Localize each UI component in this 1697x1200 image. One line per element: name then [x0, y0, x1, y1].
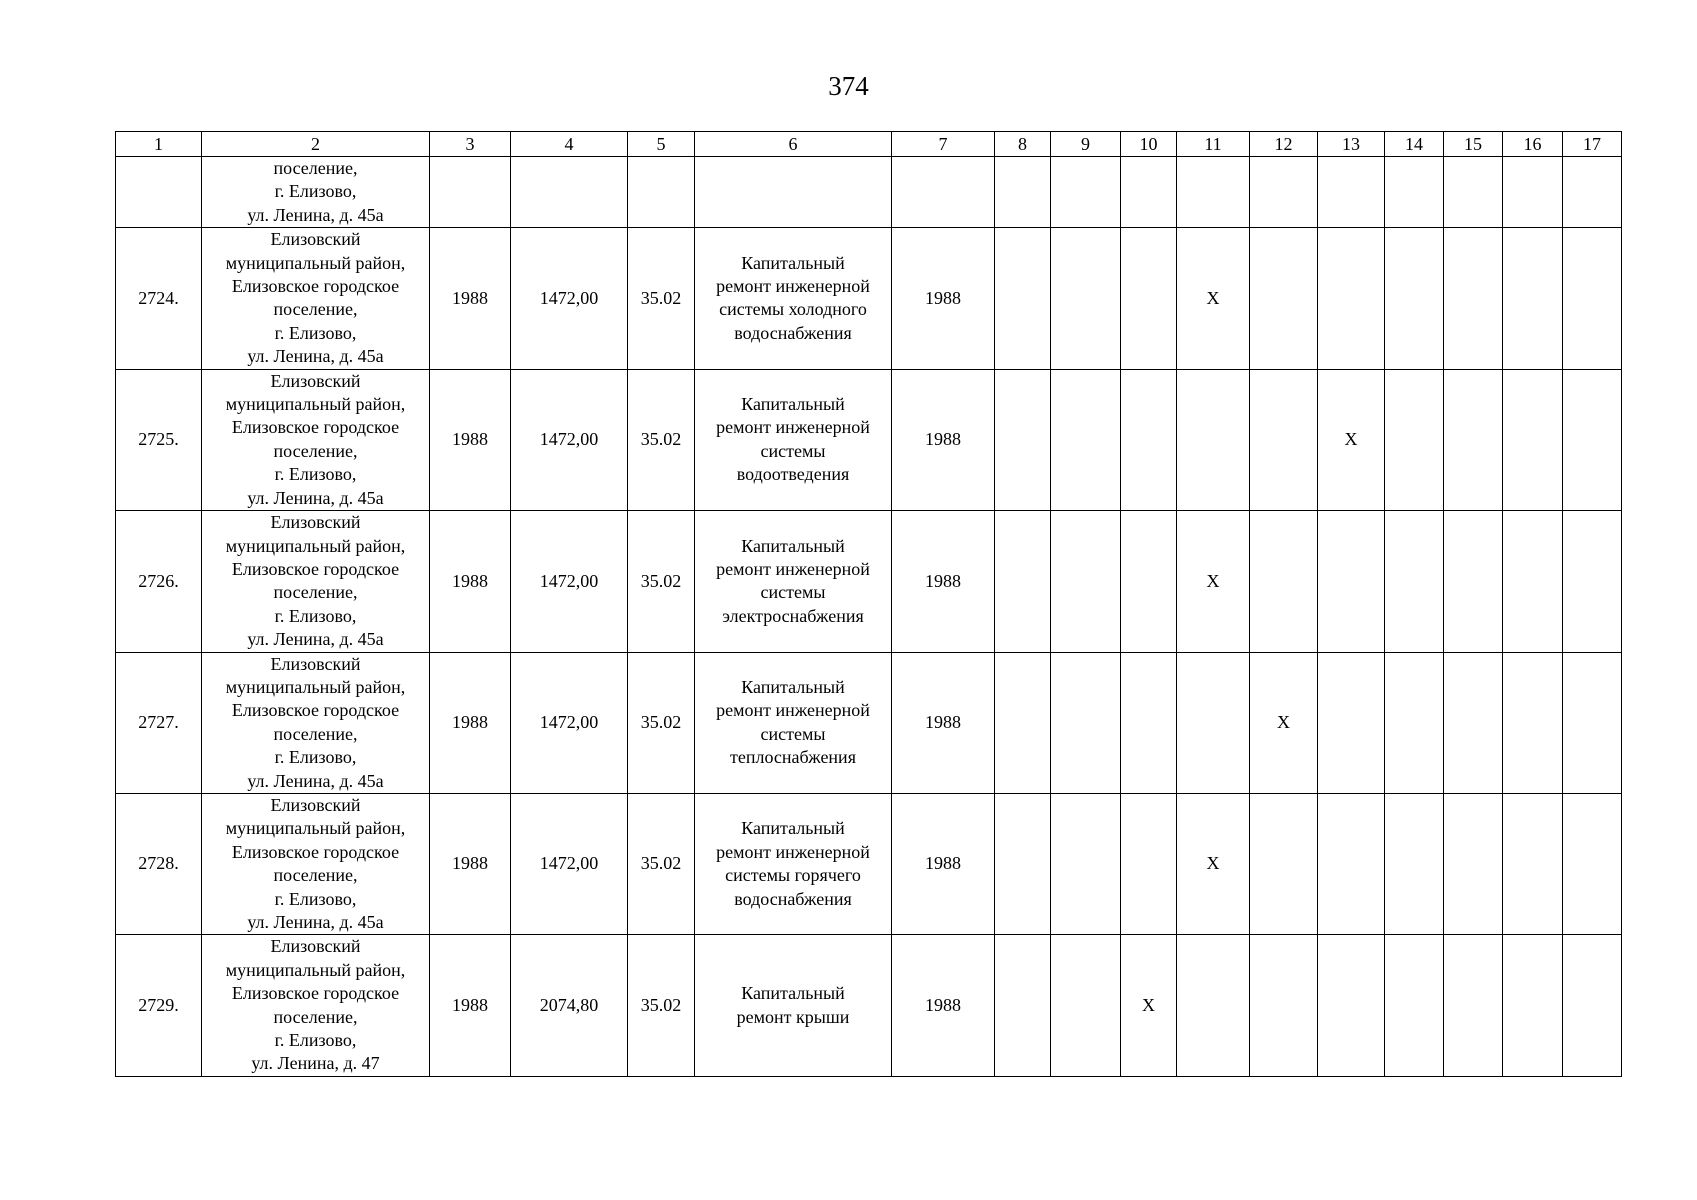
- mark-cell-col-9: [1051, 935, 1121, 1076]
- code-cell: 35.02: [628, 369, 695, 510]
- empty-cell: [1121, 157, 1177, 228]
- mark-cell-col-15: [1444, 652, 1503, 793]
- mark-cell-col-17: [1563, 793, 1622, 934]
- work-type-cell: Капитальный ремонт инженерной системы водоотведения: [695, 369, 892, 510]
- mark-cell-col-8: [995, 369, 1051, 510]
- build-year-cell: 1988: [430, 652, 511, 793]
- mark-cell-col-13: [1318, 793, 1385, 934]
- empty-cell: [1250, 157, 1318, 228]
- table-row: [116, 935, 1622, 1076]
- build-year-cell: 1988: [430, 793, 511, 934]
- address-cell: Елизовский муниципальный район, Елизовское городское поселение, г. Елизово, ул. Ленина, д. 45а: [202, 652, 430, 793]
- area-cell: 2074,80: [511, 935, 628, 1076]
- mark-cell-col-9: [1051, 652, 1121, 793]
- mark-cell-col-13: [1318, 511, 1385, 652]
- mark-cell-col-15: [1444, 511, 1503, 652]
- mark-cell-col-16: [1503, 793, 1563, 934]
- column-number-14: 14: [1385, 132, 1444, 157]
- row-number-cell: 2728.: [116, 793, 202, 934]
- mark-cell-col-15: [1444, 793, 1503, 934]
- area-cell: 1472,00: [511, 652, 628, 793]
- row-number-cell: 2725.: [116, 369, 202, 510]
- mark-cell-col-10: [1121, 228, 1177, 369]
- mark-cell-col-12: [1250, 369, 1318, 510]
- column-number-3: 3: [430, 132, 511, 157]
- mark-cell-col-8: [995, 935, 1051, 1076]
- table-body: [116, 132, 1622, 1077]
- empty-cell: [511, 157, 628, 228]
- address-cell: Елизовский муниципальный район, Елизовское городское поселение, г. Елизово, ул. Ленина, д. 47: [202, 935, 430, 1076]
- mark-cell-col-12: [1250, 228, 1318, 369]
- mark-cell-col-17: [1563, 369, 1622, 510]
- row-number-cell: 2727.: [116, 652, 202, 793]
- column-number-1: 1: [116, 132, 202, 157]
- work-type-cell: Капитальный ремонт инженерной системы теплоснабжения: [695, 652, 892, 793]
- column-number-4: 4: [511, 132, 628, 157]
- mark-cell-col-8: [995, 793, 1051, 934]
- mark-cell-col-8: [995, 511, 1051, 652]
- mark-cell-col-14: [1385, 652, 1444, 793]
- column-number-6: 6: [695, 132, 892, 157]
- work-year-cell: 1988: [892, 228, 995, 369]
- column-number-2: 2: [202, 132, 430, 157]
- work-type-cell: Капитальный ремонт крыши: [695, 935, 892, 1076]
- row-number-cell: 2729.: [116, 935, 202, 1076]
- empty-cell: [695, 157, 892, 228]
- area-cell: 1472,00: [511, 511, 628, 652]
- column-number-15: 15: [1444, 132, 1503, 157]
- mark-cell-col-14: [1385, 793, 1444, 934]
- empty-cell: [1444, 157, 1503, 228]
- mark-cell-col-16: [1503, 652, 1563, 793]
- mark-cell-col-11: X: [1177, 228, 1250, 369]
- empty-cell: [628, 157, 695, 228]
- work-type-cell: Капитальный ремонт инженерной системы горячего водоснабжения: [695, 793, 892, 934]
- empty-cell: [430, 157, 511, 228]
- empty-cell: [1318, 157, 1385, 228]
- code-cell: 35.02: [628, 228, 695, 369]
- column-number-12: 12: [1250, 132, 1318, 157]
- continuation-row: [116, 157, 1622, 228]
- mark-cell-col-11: [1177, 369, 1250, 510]
- empty-cell: [892, 157, 995, 228]
- column-number-8: 8: [995, 132, 1051, 157]
- empty-cell: [1563, 157, 1622, 228]
- mark-cell-col-9: [1051, 511, 1121, 652]
- mark-cell-col-16: [1503, 935, 1563, 1076]
- address-cell: Елизовский муниципальный район, Елизовское городское поселение, г. Елизово, ул. Ленина, д. 45а: [202, 793, 430, 934]
- repair-register-table: [115, 131, 1622, 1077]
- mark-cell-col-13: [1318, 228, 1385, 369]
- mark-cell-col-9: [1051, 793, 1121, 934]
- column-number-13: 13: [1318, 132, 1385, 157]
- table-row: [116, 228, 1622, 369]
- table-row: [116, 369, 1622, 510]
- mark-cell-col-15: [1444, 935, 1503, 1076]
- build-year-cell: 1988: [430, 369, 511, 510]
- row-number-cell: 2724.: [116, 228, 202, 369]
- mark-cell-col-10: [1121, 652, 1177, 793]
- mark-cell-col-13: [1318, 652, 1385, 793]
- build-year-cell: 1988: [430, 228, 511, 369]
- empty-cell: [1503, 157, 1563, 228]
- mark-cell-col-12: [1250, 793, 1318, 934]
- mark-cell-col-17: [1563, 935, 1622, 1076]
- empty-cell: [1177, 157, 1250, 228]
- mark-cell-col-14: [1385, 369, 1444, 510]
- build-year-cell: 1988: [430, 935, 511, 1076]
- work-year-cell: 1988: [892, 369, 995, 510]
- empty-cell: [1385, 157, 1444, 228]
- build-year-cell: 1988: [430, 511, 511, 652]
- mark-cell-col-11: [1177, 935, 1250, 1076]
- mark-cell-col-10: X: [1121, 935, 1177, 1076]
- code-cell: 35.02: [628, 652, 695, 793]
- table-row: [116, 652, 1622, 793]
- mark-cell-col-11: [1177, 652, 1250, 793]
- mark-cell-col-14: [1385, 228, 1444, 369]
- code-cell: 35.02: [628, 511, 695, 652]
- mark-cell-col-16: [1503, 369, 1563, 510]
- mark-cell-col-15: [1444, 228, 1503, 369]
- row-number-cell: 2726.: [116, 511, 202, 652]
- mark-cell-col-8: [995, 652, 1051, 793]
- column-number-11: 11: [1177, 132, 1250, 157]
- area-cell: 1472,00: [511, 228, 628, 369]
- address-cell: Елизовский муниципальный район, Елизовское городское поселение, г. Елизово, ул. Ленина, д. 45а: [202, 369, 430, 510]
- work-year-cell: 1988: [892, 793, 995, 934]
- mark-cell-col-11: X: [1177, 793, 1250, 934]
- table-row: [116, 511, 1622, 652]
- empty-cell: [1051, 157, 1121, 228]
- mark-cell-col-15: [1444, 369, 1503, 510]
- mark-cell-col-12: [1250, 935, 1318, 1076]
- mark-cell-col-16: [1503, 511, 1563, 652]
- address-cell: Елизовский муниципальный район, Елизовское городское поселение, г. Елизово, ул. Ленина, д. 45а: [202, 511, 430, 652]
- work-type-cell: Капитальный ремонт инженерной системы холодного водоснабжения: [695, 228, 892, 369]
- mark-cell-col-17: [1563, 228, 1622, 369]
- code-cell: 35.02: [628, 935, 695, 1076]
- work-type-cell: Капитальный ремонт инженерной системы электроснабжения: [695, 511, 892, 652]
- mark-cell-col-17: [1563, 652, 1622, 793]
- table-row: [116, 793, 1622, 934]
- mark-cell-col-10: [1121, 511, 1177, 652]
- empty-cell: [995, 157, 1051, 228]
- page-number: 374: [828, 71, 869, 101]
- mark-cell-col-13: X: [1318, 369, 1385, 510]
- mark-cell-col-12: X: [1250, 652, 1318, 793]
- address-cell: Елизовский муниципальный район, Елизовское городское поселение, г. Елизово, ул. Ленина, д. 45а: [202, 228, 430, 369]
- column-number-17: 17: [1563, 132, 1622, 157]
- work-year-cell: 1988: [892, 652, 995, 793]
- mark-cell-col-14: [1385, 511, 1444, 652]
- address-cell: поселение, г. Елизово, ул. Ленина, д. 45а: [202, 157, 430, 228]
- mark-cell-col-9: [1051, 369, 1121, 510]
- mark-cell-col-11: X: [1177, 511, 1250, 652]
- mark-cell-col-12: [1250, 511, 1318, 652]
- row-number-cell: [116, 157, 202, 228]
- column-number-7: 7: [892, 132, 995, 157]
- work-year-cell: 1988: [892, 511, 995, 652]
- column-number-10: 10: [1121, 132, 1177, 157]
- code-cell: 35.02: [628, 793, 695, 934]
- mark-cell-col-16: [1503, 228, 1563, 369]
- mark-cell-col-13: [1318, 935, 1385, 1076]
- mark-cell-col-8: [995, 228, 1051, 369]
- area-cell: 1472,00: [511, 369, 628, 510]
- work-year-cell: 1988: [892, 935, 995, 1076]
- column-number-9: 9: [1051, 132, 1121, 157]
- mark-cell-col-10: [1121, 793, 1177, 934]
- column-number-16: 16: [1503, 132, 1563, 157]
- area-cell: 1472,00: [511, 793, 628, 934]
- mark-cell-col-10: [1121, 369, 1177, 510]
- column-number-row: [116, 132, 1622, 157]
- mark-cell-col-14: [1385, 935, 1444, 1076]
- column-number-5: 5: [628, 132, 695, 157]
- mark-cell-col-17: [1563, 511, 1622, 652]
- mark-cell-col-9: [1051, 228, 1121, 369]
